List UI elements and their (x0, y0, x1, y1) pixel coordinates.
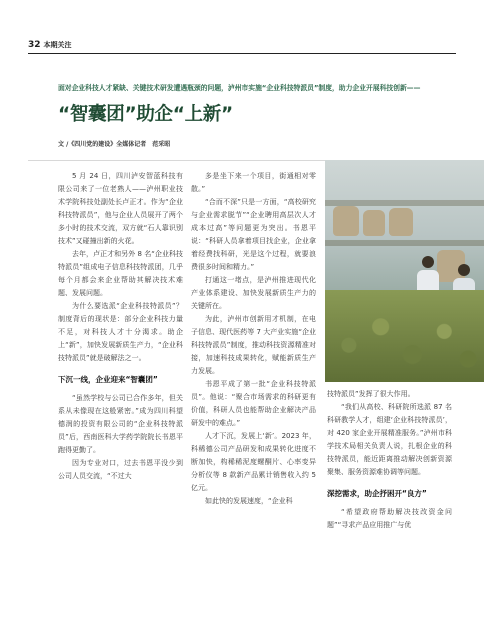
byline: 文 /《四川党的建设》全媒体记者 范采昭 (58, 141, 171, 148)
paragraph: 打通这一堵点，是泸州推进现代化产业体系建设、加快发展新质生产力的关键所在。 (191, 276, 316, 310)
column-3 (327, 388, 452, 532)
paragraph: 为什么要选派“企业科技特派员”？制度背后的现状是：部分企业科技力量不足，对科技人才十分渴求。助企上“新”，加快发展新质生产力，“企业科技特派员”就是破解法之一。 (58, 302, 183, 362)
paragraph: 因为专业对口，过去书恩平没少到公司人员交流，“不过大 (58, 459, 183, 480)
subhead: 深挖需求，助企抒困开“良方” (327, 489, 427, 498)
photo (325, 160, 484, 382)
subhead: 下沉一线，企业迎来“智囊团” (58, 375, 158, 384)
page-number: 32 (28, 40, 41, 50)
column-2 (191, 170, 316, 508)
paragraph: 如此快的发展速度，“企业科 (205, 497, 293, 505)
paragraph: 5 月 24 日，四川泸安智蓝科技有限公司来了一位老熟人——泸州职业技术学院科技处副处长卢正才。作为“企业科技特派员”，他与企业人员展开了两个多小时的技术交流，双方就“石人靠识别技术”又碰撞出新的火花。 (58, 172, 183, 245)
section-name: 本期关注 (43, 41, 72, 49)
paragraph: “虽然学校与公司已合作多年，但关系从未像现在这般紧密。”成为四川科望德润的投资有限公司的“企业科技特派员”后，西南医科大学药学院院长书恩平跑得更勤了。 (58, 394, 183, 454)
column-1 (58, 170, 183, 483)
header-rule (28, 53, 456, 54)
paragraph: 为此，泸州市创新用才机制，在电子信息、现代医药等 7 大产业实施“企业科技特派员”制度，推动科技资源精准对接，加速科技成果转化，赋能新质生产力发展。 (191, 315, 316, 375)
lede: 面对企业科技人才紧缺、关键技术研发遭遇瓶颈的问题，泸州市实施“企业科技特派员”制度，助力企业开展科技创新—— (58, 84, 421, 92)
article-title: “智囊团”助企“上新” (58, 104, 233, 125)
paragraph: “合而不深”只是一方面，“高校研究与企业需求脱节”“企业聘用高层次人才成本过高”等问题更为突出。书恩平说：“科研人员拿着项目找企业，企业拿着经费找科研，光是这个过程，就要浪费很多时间和精力。” (191, 198, 316, 271)
paragraph: 多是坐下来一个项目，街通相对零散。” (191, 172, 316, 193)
paragraph: 书恩平成了第一批“企业科技特派员”。他说：“聚合市场需求的科研更有价值，科研人员也能帮助企业解决产品研发中的难点。” (191, 380, 316, 427)
paragraph: 去年，卢正才和另外 8 名“企业科技特派员”组成电子信息科技特派团，几乎每个月都会来企业帮助其解决技术难题、发展问题。 (58, 250, 183, 297)
paragraph: “我们从高校、科研院所选派 87 名科研教学人才，组建‘企业科技特派员’，对 420 家企业开展精准服务。”泸州市科学技术局相关负责人说，扎根企业的科技特派员，能近距离推动解决创新资源聚集、服务资源难协调等问题。 (327, 403, 452, 476)
paragraph: 技特派员”发挥了很大作用。 (327, 390, 415, 398)
page-header (28, 40, 72, 50)
paragraph: “希望政府帮助解决技改资金问题”“寻求产品应用推广与优 (327, 508, 452, 529)
paragraph: 人才下沉，发展上‘新’。2023 年，科稀德公司产品研发和成果转化进度不断加快，构稀稀泥度螺酮片、心率变异分析仪等 8 款新产品累计销售收入约 5 亿元。 (191, 432, 316, 492)
